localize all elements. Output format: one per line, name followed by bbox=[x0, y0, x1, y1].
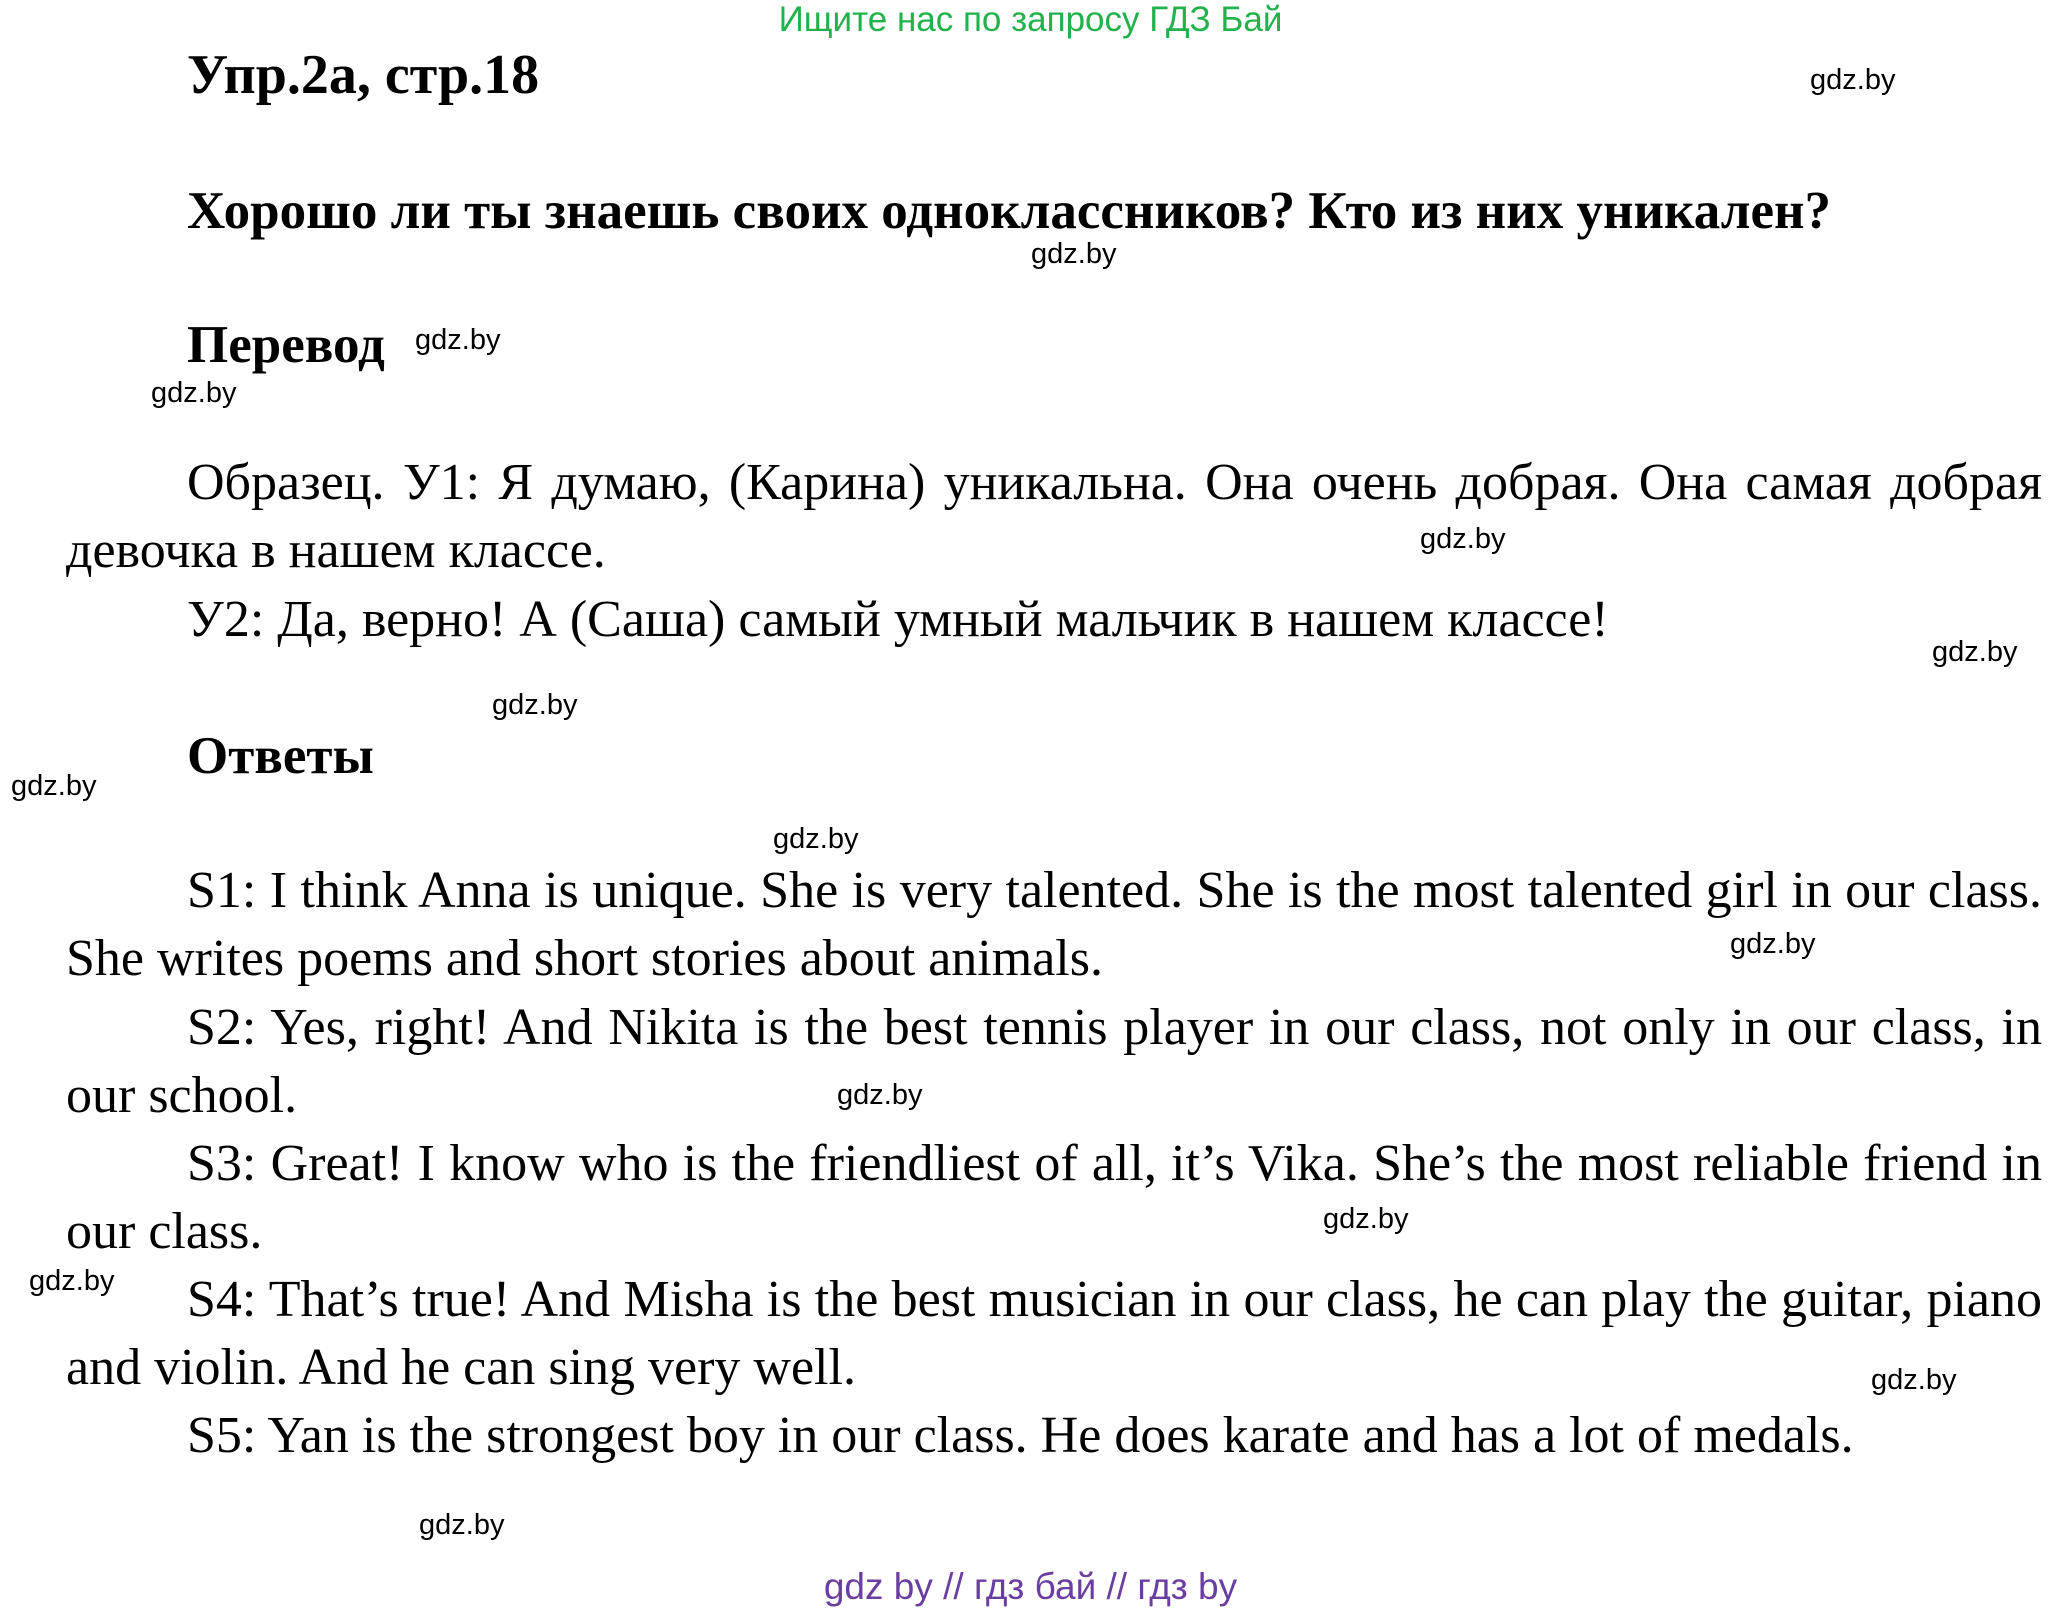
watermark: gdz.by bbox=[1420, 523, 1506, 555]
watermark: gdz.by bbox=[1810, 64, 1896, 96]
footer-links[interactable]: gdz by // гдз бай // гдз by bbox=[823, 1566, 1238, 1607]
watermark: gdz.by bbox=[419, 1509, 505, 1541]
translation-sample-paragraph: Образец. У1: Я думаю, (Карина) уникальна. Она очень добрая. Она самая добрая девочка в нашем классе. bbox=[66, 454, 2042, 579]
watermark: gdz.by bbox=[1031, 238, 1117, 270]
watermark: gdz.by bbox=[11, 770, 97, 802]
watermark: gdz.by bbox=[1871, 1364, 1957, 1396]
translation-heading: Перевод bbox=[187, 316, 385, 374]
answer-paragraph-s1: S1: I think Anna is unique. She is very talented. She is the most talented girl in our class. She writes poems and short stories about animals. bbox=[66, 862, 2042, 987]
watermark: gdz.by bbox=[492, 689, 578, 721]
answers-heading: Ответы bbox=[187, 727, 374, 785]
watermark: gdz.by bbox=[837, 1079, 923, 1111]
translation-reply-paragraph: У2: Да, верно! А (Саша) самый умный мальчик в нашем классе! bbox=[187, 591, 1609, 648]
question-heading: Хорошо ли ты знаешь своих одноклассников? Кто из них уникален? bbox=[187, 182, 1832, 240]
answer-paragraph-s3: S3: Great! I know who is the friendliest of all, it’s Vika. She’s the most reliable friend in our class. bbox=[66, 1135, 2042, 1260]
watermark: gdz.by bbox=[29, 1265, 115, 1297]
answer-paragraph-s2: S2: Yes, right! And Nikita is the best tennis player in our class, not only in our class, in our school. bbox=[66, 999, 2042, 1124]
watermark: gdz.by bbox=[1932, 636, 2018, 668]
watermark: gdz.by bbox=[1323, 1203, 1409, 1235]
watermark: gdz.by bbox=[151, 377, 237, 409]
watermark: gdz.by bbox=[773, 823, 859, 855]
exercise-title: Упр.2а, стр.18 bbox=[187, 44, 540, 106]
watermark: gdz.by bbox=[415, 324, 501, 356]
answer-paragraph-s4: S4: That’s true! And Misha is the best musician in our class, he can play the guitar, piano and violin. And he can sing very well. bbox=[66, 1271, 2042, 1396]
watermark: gdz.by bbox=[1730, 928, 1816, 960]
search-banner: Ищите нас по запросу ГДЗ Бай bbox=[778, 0, 1283, 39]
answer-paragraph-s5: S5: Yan is the strongest boy in our class. He does karate and has a lot of medals. bbox=[187, 1407, 1854, 1464]
